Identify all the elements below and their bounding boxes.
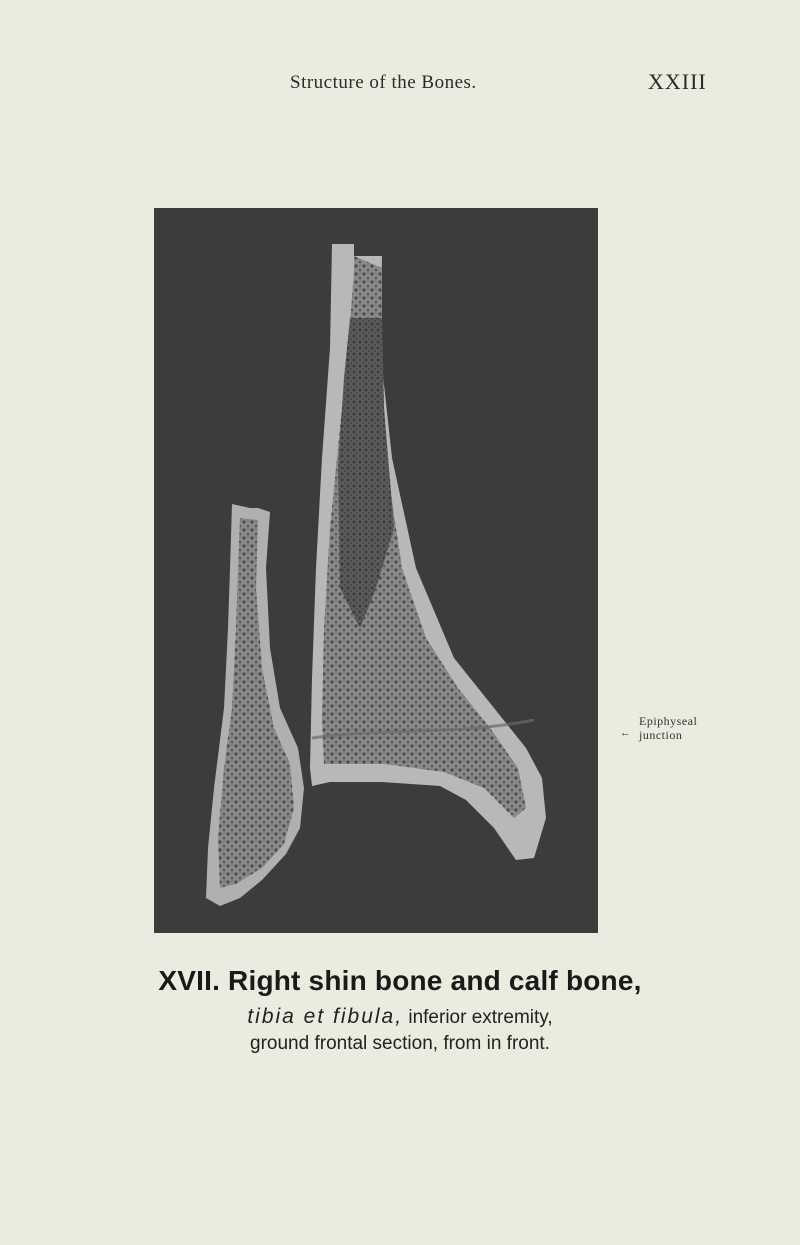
annotation-line-2: junction [639,728,683,742]
caption-line-2 [150,1005,650,1029]
plate-number: XXIII [648,69,707,94]
caption-line-2-rest: inferior extremity, [403,1007,553,1028]
arrow-left-icon: ← [620,727,632,739]
caption-latin-name: tibia et fibula, [247,1005,404,1028]
page-header-title: Structure of the Bones. [290,72,477,93]
epiphyseal-junction-annotation [620,714,729,742]
annotation-line-1: Epiphyseal [639,714,698,728]
bone-section-photograph [154,208,598,933]
caption-title: XVII. Right shin bone and calf bone, [158,965,642,996]
caption-line-3: ground frontal section, from in front. [250,1033,550,1054]
bone-illustration [154,208,598,933]
figure-caption [150,965,650,1055]
